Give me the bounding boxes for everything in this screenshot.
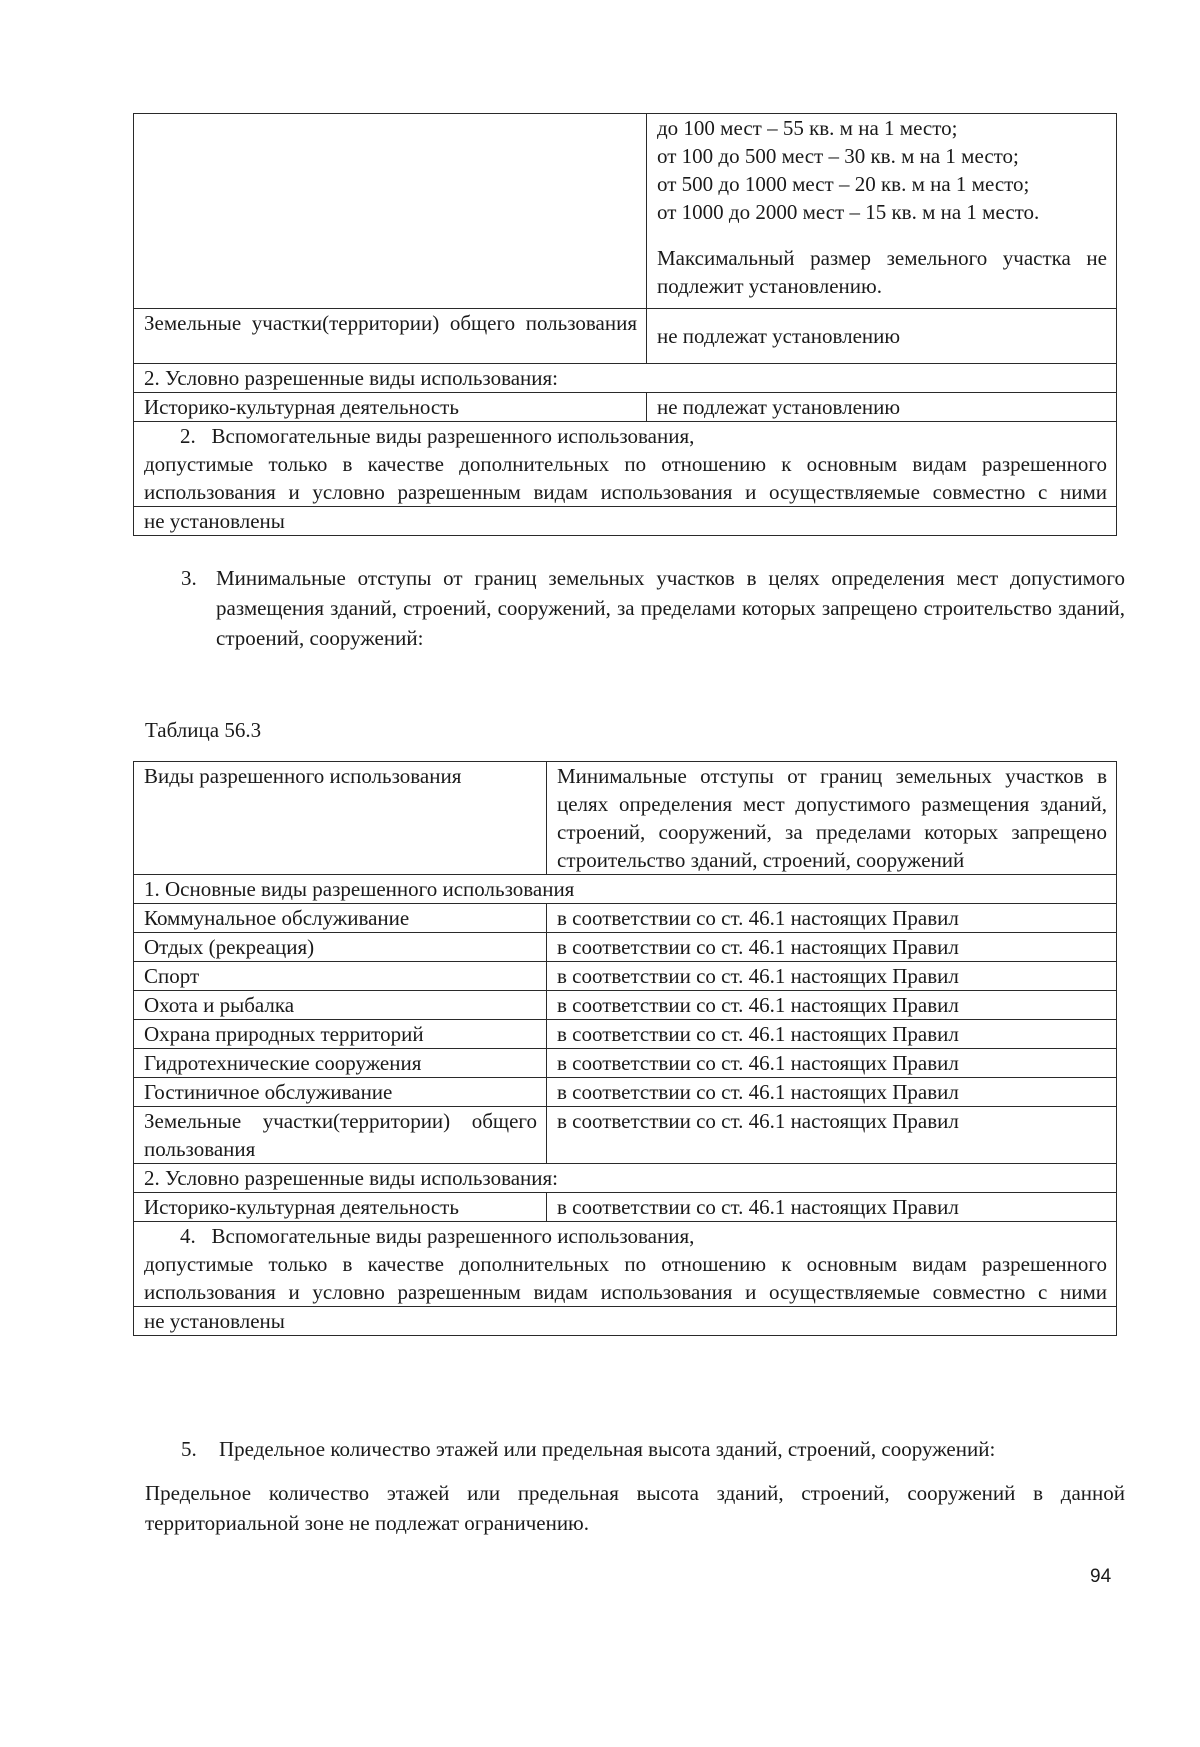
- auxiliary-description: допустимые только в качестве дополнительных по отношению к основным видам разрешенного использования и условно разрешенным видам использования и осуществляемые совместно с ними: [144, 1252, 1107, 1304]
- table-row: [134, 309, 1117, 364]
- value-cell: в соответствии со ст. 46.1 настоящих Правил: [547, 1078, 1117, 1107]
- table-row: [134, 114, 1117, 309]
- item-text: Минимальные отступы от границ земельных участков в целях определения мест допустимого размещения зданий, строений, сооружений, за пределами которых запрещено строительство зданий, строений, сооружений:: [216, 566, 1125, 650]
- use-type-cell: Земельные участки(территории) общего пользования: [134, 1107, 547, 1164]
- table-row: [134, 1020, 1117, 1049]
- table-row: [134, 1193, 1117, 1222]
- use-type-cell: Историко-культурная деятельность: [134, 393, 647, 422]
- column-header: Минимальные отступы от границ земельных участков в целях определения мест допустимого размещения зданий, строений, сооружений, за пределами которых запрещено строительство зданий, строений, сооружений: [547, 762, 1117, 875]
- use-type-cell: Гостиничное обслуживание: [134, 1078, 547, 1107]
- norm-line: от 100 до 500 мест – 30 кв. м на 1 место;: [657, 144, 1019, 168]
- section-row: [134, 364, 1117, 393]
- use-type-cell: Гидротехнические сооружения: [134, 1049, 547, 1078]
- empty-cell: [134, 114, 647, 309]
- value-cell: в соответствии со ст. 46.1 настоящих Правил: [547, 1049, 1117, 1078]
- item-number: 3.: [181, 566, 197, 590]
- table-row: [134, 1107, 1117, 1164]
- setbacks-table: [133, 761, 1117, 1336]
- section-row: [134, 1164, 1117, 1193]
- item-title: Вспомогательные виды разрешенного использования,: [211, 1224, 695, 1248]
- table-row: [134, 507, 1117, 536]
- header-row: [134, 762, 1117, 875]
- item-number: 2.: [180, 424, 196, 448]
- table-row: [134, 1049, 1117, 1078]
- value-cell: не установлены: [134, 1307, 1117, 1336]
- value-cell: в соответствии со ст. 46.1 настоящих Правил: [547, 991, 1117, 1020]
- page-number: 94: [1090, 1566, 1112, 1587]
- table-row: [134, 933, 1117, 962]
- value-cell: в соответствии со ст. 46.1 настоящих Правил: [547, 1193, 1117, 1222]
- section-row: [134, 422, 1117, 507]
- value-cell: не подлежат установлению: [647, 393, 1117, 422]
- norm-line: от 500 до 1000 мест – 20 кв. м на 1 место;: [657, 172, 1030, 196]
- value-cell: не установлены: [134, 507, 1117, 536]
- land-size-norms-cell: [647, 114, 1117, 309]
- use-type-cell: Спорт: [134, 962, 547, 991]
- column-header: Виды разрешенного использования: [134, 762, 547, 875]
- value-cell: не подлежат установлению: [647, 309, 1117, 364]
- list-item-3: [181, 563, 1125, 653]
- auxiliary-uses-cell: [134, 1222, 1117, 1307]
- table-row: [134, 1078, 1117, 1107]
- use-type-cell: Земельные участки(территории) общего пользования: [134, 309, 647, 364]
- value-cell: в соответствии со ст. 46.1 настоящих Правил: [547, 933, 1117, 962]
- norm-line: до 100 мест – 55 кв. м на 1 место;: [657, 116, 958, 140]
- auxiliary-heading: [144, 422, 1107, 450]
- value-cell: в соответствии со ст. 46.1 настоящих Правил: [547, 1107, 1117, 1164]
- table-caption: Таблица 56.3: [145, 718, 262, 742]
- section-heading: 2. Условно разрешенные виды использования:: [134, 1164, 1117, 1193]
- table-row: [134, 962, 1117, 991]
- item-number: 5.: [181, 1437, 197, 1461]
- section-row: [134, 875, 1117, 904]
- height-limit-paragraph: Предельное количество этажей или предельная высота зданий, строений, сооружений в данной территориальной зоне не подлежат ограничению.: [145, 1481, 1125, 1535]
- section-heading: 2. Условно разрешенные виды использования:: [134, 364, 1117, 393]
- table-row: [134, 904, 1117, 933]
- table-row: [134, 991, 1117, 1020]
- item-text: Предельное количество этажей или предельная высота зданий, строений, сооружений:: [219, 1437, 996, 1461]
- auxiliary-heading: [144, 1222, 1107, 1250]
- use-type-cell: Охрана природных территорий: [134, 1020, 547, 1049]
- auxiliary-description: допустимые только в качестве дополнительных по отношению к основным видам разрешенного использования и условно разрешенным видам использования и осуществляемые совместно с ними: [144, 452, 1107, 504]
- section-row: [134, 1222, 1117, 1307]
- item-number: 4.: [180, 1224, 196, 1248]
- use-type-cell: Охота и рыбалка: [134, 991, 547, 1020]
- value-cell: в соответствии со ст. 46.1 настоящих Правил: [547, 904, 1117, 933]
- land-size-table: [133, 113, 1117, 536]
- list-item-5: [145, 1434, 1125, 1464]
- max-size-note: Максимальный размер земельного участка не подлежит установлению.: [657, 246, 1107, 298]
- use-type-cell: Отдых (рекреация): [134, 933, 547, 962]
- value-cell: в соответствии со ст. 46.1 настоящих Правил: [547, 962, 1117, 991]
- table-row: [134, 1307, 1117, 1336]
- use-type-cell: Коммунальное обслуживание: [134, 904, 547, 933]
- value-cell: в соответствии со ст. 46.1 настоящих Правил: [547, 1020, 1117, 1049]
- use-type-cell: Историко-культурная деятельность: [134, 1193, 547, 1222]
- section-heading: 1. Основные виды разрешенного использования: [134, 875, 1117, 904]
- auxiliary-uses-cell: [134, 422, 1117, 507]
- table-row: [134, 393, 1117, 422]
- norm-line: от 1000 до 2000 мест – 15 кв. м на 1 место.: [657, 200, 1040, 224]
- item-title: Вспомогательные виды разрешенного использования,: [211, 424, 695, 448]
